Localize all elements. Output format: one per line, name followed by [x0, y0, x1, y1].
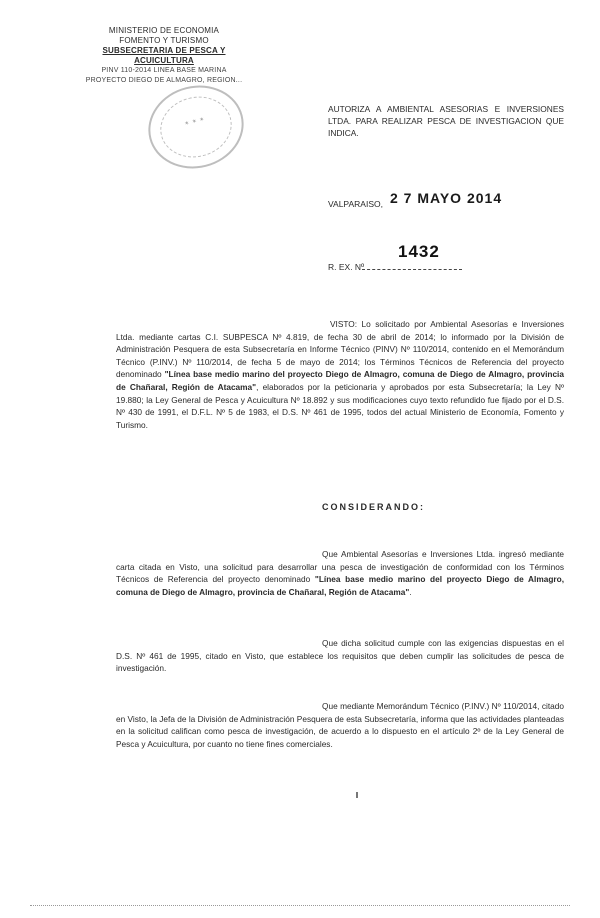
considerando-2 [116, 637, 564, 675]
visto-paragraph [116, 318, 564, 431]
considerando-heading: CONSIDERANDO: [322, 502, 426, 512]
visto-text: VISTO: Lo solicitado por Ambiental Asesorías e Inversiones Ltda. mediante cartas C.I. SUBPESCA Nº 4.819, de fecha 30 de abril de 2014; lo informado por la División de Administración Pesquera de esta Subsecretaría en Informe Técnico (PINV) Nº 110/2014, contenido en el Memorándum Técnico (P.INV.) Nº 110/2014, de fecha 5 de mayo de 2014; los Términos Técnicos de Referencia del proyecto denominado [116, 319, 564, 380]
header-project: PROYECTO DIEGO DE ALMAGRO, REGION... [85, 77, 243, 84]
page-footer-rule [30, 905, 570, 906]
header-ministry-sub: FOMENTO Y TURISMO [119, 36, 209, 45]
resolution-number-label: R. EX. Nº [328, 262, 365, 272]
considerando-3 [116, 700, 564, 750]
considerando-1-tail: . [409, 586, 412, 597]
resolution-number: 1432 [398, 242, 440, 261]
header-subsecretaria: SUBSECRETARIA DE PESCA Y ACUICULTURA [102, 46, 226, 65]
resolution-subject: AUTORIZA A AMBIENTAL ASESORIAS E INVERSIONES LTDA. PARA REALIZAR PESCA DE INVESTIGACION QUE INDICA. [328, 104, 564, 138]
resolution-date-stamp: 2 7 MAYO 2014 [390, 190, 503, 206]
considerando-3-text: Que mediante Memorándum Técnico (P.INV.) Nº 110/2014, citado en Visto, la Jefa de la División de Administración Pesquera de esta Subsecretaría, informa que las actividades planteadas en la solicitud califican como pesca de investigación, de acuerdo a lo dispuesto en el artículo 2º de la Ley General de Pesca y Acuicultura, por cuanto no tiene fines comerciales. [116, 701, 564, 749]
visto-text-tail: , elaborados por la peticionaria y aprobados por esta Subsecretaría; la Ley Nº 19.880; la Ley General de Pesca y Acuicultura Nº 18.892 y sus modificaciones cuyo texto refundido fue fijado por el D.S. Nº 430 de 1991, el D.F.L. Nº 5 de 1983, el D.S. Nº 461 de 1995, todos del actual Ministerio de Economía, Fomento y Turismo. [116, 381, 564, 430]
place-label: VALPARAISO, [328, 199, 383, 209]
considerando-1-project-name: "Línea base medio marino del proyecto Diego de Almagro, comuna de Diego de Almagro, provincia de Chañaral, Región de Atacama" [116, 574, 564, 597]
official-seal-stamp [140, 76, 253, 179]
scan-mark [356, 792, 358, 798]
considerando-1 [116, 548, 564, 598]
header-reference: PINV 110-2014 LINEA BASE MARINA [101, 67, 227, 74]
seal-text: ✶ ✶ ✶ [183, 116, 206, 128]
considerando-1-text: Que Ambiental Asesorías e Inversiones Ltda. ingresó mediante carta citada en Visto, una solicitud para desarrollar una pesca de investigación de conformidad con los Términos Técnicos de Referencia del proyecto denominado [116, 549, 564, 585]
resolution-number-line [362, 269, 462, 270]
ministry-header [74, 26, 254, 86]
visto-project-name: "Línea base medio marino del proyecto Diego de Almagro, comuna de Diego de Almagro, provincia de Chañaral, Región de Atacama" [116, 369, 564, 392]
considerando-2-text: Que dicha solicitud cumple con las exigencias dispuestas en el D.S. Nº 461 de 1995, citado en Visto, que establece los requisitos que deben cumplir las solicitudes de pesca de investigación. [116, 638, 564, 674]
header-ministry: MINISTERIO DE ECONOMIA [108, 26, 220, 35]
